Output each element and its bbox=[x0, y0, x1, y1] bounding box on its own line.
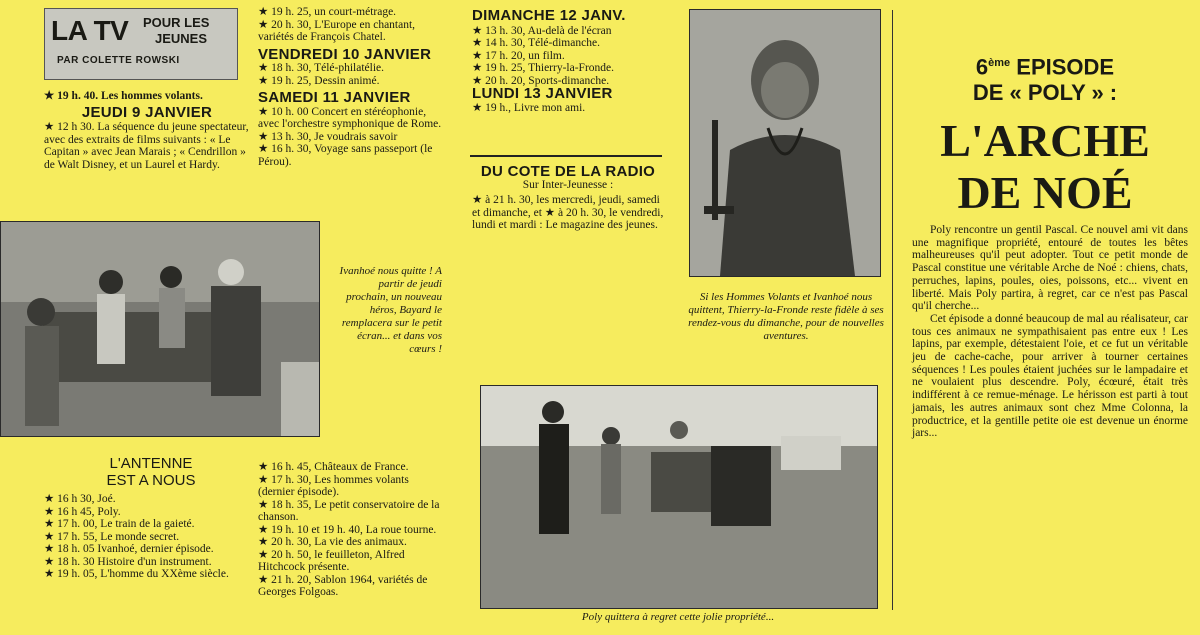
saturday-header: SAMEDI 11 JANVIER bbox=[258, 89, 411, 106]
kicker-number: 6 bbox=[975, 54, 989, 80]
col1-item-thursday: ★ 12 h 30. La séquence du jeune spectateur, avec des extraits de films suivants : « Le Capitan » avec Jean Marais ; « Cendrillon » de Walt Disney, et un Laurel et Hardy. bbox=[44, 121, 249, 171]
antenne-left-item-5: ★ 18 h. 30 Histoire d'un instrument. bbox=[44, 555, 212, 568]
antenne-right-item-4: ★ 20 h. 30, La vie des animaux. bbox=[258, 536, 407, 548]
col2-text bbox=[258, 6, 446, 168]
radio-divider bbox=[470, 155, 662, 157]
ivanhoe-caption: Ivanhoé nous quitte ! A partir de jeudi prochain, un nouveau héros, Bayard le remplacera sur le petit écran... et dans vos cœurs ! bbox=[339, 265, 442, 355]
sunday-item-2: ★ 17 h. 20, un film. bbox=[472, 49, 565, 62]
antenne-header-2: EST A NOUS bbox=[106, 472, 196, 489]
col3-text bbox=[472, 7, 662, 114]
ivanhoe-photo bbox=[0, 221, 320, 437]
monday-item-0: ★ 19 h., Livre mon ami. bbox=[472, 101, 586, 114]
tv-header-box bbox=[44, 8, 238, 80]
thierry-caption: Si les Hommes Volants et Ivanhoé nous quittent, Thierry-la-Fronde reste fidèle à ses rendez-vous du dimanche, pour de nouvelles aventures. bbox=[688, 291, 884, 342]
antenne-right-item-3: ★ 19 h. 10 et 19 h. 40, La roue tourne. bbox=[258, 523, 437, 536]
kicker-sup: ème bbox=[988, 57, 1011, 69]
monday-header: LUNDI 13 JANVIER bbox=[472, 85, 613, 102]
article-body bbox=[912, 224, 1188, 440]
antenne-left-item-2: ★ 17 h. 00, Le train de la gaieté. bbox=[44, 518, 195, 530]
article-title-1: L'ARCHE bbox=[940, 115, 1150, 166]
antenne-left-item-1: ★ 16 h 45, Poly. bbox=[44, 505, 121, 518]
tv-subtitle-1: POUR LES bbox=[143, 15, 210, 30]
antenne-left-item-0: ★ 16 h 30, Joé. bbox=[44, 493, 116, 505]
sunday-item-0: ★ 13 h. 30, Au-delà de l'écran bbox=[472, 24, 612, 37]
antenne-right-item-6: ★ 21 h. 20, Sablon 1964, variétés de Georges Folgoas. bbox=[258, 573, 428, 598]
thierry-illustration bbox=[690, 10, 880, 276]
tv-byline: PAR COLETTE ROWSKI bbox=[57, 55, 180, 66]
col1-item-before: ★ 19 h. 40. Les hommes volants. bbox=[44, 90, 203, 102]
thierry-photo bbox=[689, 9, 881, 277]
radio-header: DU COTE DE LA RADIO bbox=[480, 163, 656, 180]
sunday-item-3: ★ 19 h. 25, Thierry-la-Fronde. bbox=[472, 62, 614, 74]
saturday-item-1: ★ 13 h. 30, Je voudrais savoir bbox=[258, 130, 398, 143]
antenne-left-list bbox=[44, 493, 242, 581]
antenne-right-item-0: ★ 16 h. 45, Châteaux de France. bbox=[258, 461, 409, 473]
saturday-item-0: ★ 10 h. 00 Concert en stéréophonie, avec l'orchestre symphonique de Rome. bbox=[258, 105, 442, 130]
saturday-item-2: ★ 16 h. 30, Voyage sans passeport (le Pérou). bbox=[258, 143, 433, 168]
tv-title: LA TV bbox=[51, 15, 129, 46]
antenne-header bbox=[44, 455, 258, 489]
col2-item-1: ★ 20 h. 30, L'Europe en chantant, variétés de François Chatel. bbox=[258, 18, 416, 43]
kicker-line-2: DE « POLY » : bbox=[972, 80, 1118, 106]
tv-subtitle-2: JEUNES bbox=[155, 31, 208, 46]
friday-item-1: ★ 19 h. 25, Dessin animé. bbox=[258, 74, 380, 87]
radio-text: ★ à 21 h. 30, les mercredi, jeudi, samedi et dimanche, et ★ à 20 h. 30, le vendredi, lundi et mardi : Le magazine des jeunes. bbox=[472, 194, 664, 231]
article-divider bbox=[892, 10, 893, 610]
sunday-header: DIMANCHE 12 JANV. bbox=[472, 7, 626, 24]
article-title bbox=[900, 115, 1190, 219]
article-body-1: Poly rencontre un gentil Pascal. Ce nouvel ami vit dans une magnifique propriété, entouré de toutes les bêtes malheureuses qu'il peut adopter. Tout ce petit monde de Pascal constitue une véritable Arche de Noé : chiens, chats, perruches, lapins, poules, oies, poissons, etc... vivent en liberté. Mais Poly partira, à regret, car ce n'est pas Pascal qu'il cherche... bbox=[912, 224, 1188, 313]
antenne-right-item-2: ★ 18 h. 35, Le petit conservatoire de la chanson. bbox=[258, 498, 440, 523]
col2-item-0: ★ 19 h. 25, un court-métrage. bbox=[258, 6, 397, 18]
radio-section bbox=[472, 163, 664, 232]
antenne-header-1: L'ANTENNE bbox=[109, 455, 193, 472]
article-body-2: Cet épisode a donné beaucoup de mal au réalisateur, car tous ces animaux ne sympathisaient pas entre eux ! Les lapins, par exemple, détestaient l'oie, et ce fut un véritable jeu de cache-cache, pour arriver à tourner certaines séquences ! Les poules étaient juchées sur le lampadaire et ne voulaient plus descendre. Poly, écœuré, était très indifférent à ce remue-ménage. Le hérisson est parti à tout jamais, les autres animaux sont chez Mme Colonna, la productrice, et la gentille petite oie est devenue un énorme jars... bbox=[912, 312, 1188, 440]
antenne-left-item-3: ★ 17 h. 55, Le monde secret. bbox=[44, 530, 180, 543]
antenne-right-item-1: ★ 17 h. 30, Les hommes volants (dernier épisode). bbox=[258, 473, 409, 498]
thursday-header: JEUDI 9 JANVIER bbox=[81, 103, 213, 121]
article-kicker bbox=[900, 50, 1190, 106]
friday-item-0: ★ 18 h. 30, Télé-philatélie. bbox=[258, 62, 385, 74]
article-title-2: DE NOÉ bbox=[957, 167, 1133, 218]
col1-text bbox=[44, 90, 250, 171]
antenne-right-item-5: ★ 20 h. 50, le feuilleton, Alfred Hitchcock présente. bbox=[258, 548, 405, 573]
kicker-rest: EPISODE bbox=[1016, 54, 1115, 80]
sunday-item-4: ★ 20 h. 20, Sports-dimanche. bbox=[472, 74, 610, 87]
antenne-left-item-6: ★ 19 h. 05, L'homme du XXème siècle. bbox=[44, 568, 229, 580]
poly-photo bbox=[480, 385, 878, 609]
radio-subheader: Sur Inter-Jeunesse : bbox=[522, 178, 614, 191]
poly-caption: Poly quittera à regret cette jolie propriété... bbox=[581, 611, 775, 623]
friday-header: VENDREDI 10 JANVIER bbox=[258, 45, 432, 63]
ivanhoe-illustration bbox=[1, 222, 319, 436]
sunday-item-1: ★ 14 h. 30, Télé-dimanche. bbox=[472, 37, 600, 49]
antenne-right-list bbox=[258, 461, 448, 599]
antenne-left-item-4: ★ 18 h. 05 Ivanhoé, dernier épisode. bbox=[44, 543, 214, 555]
poly-illustration bbox=[481, 386, 877, 608]
